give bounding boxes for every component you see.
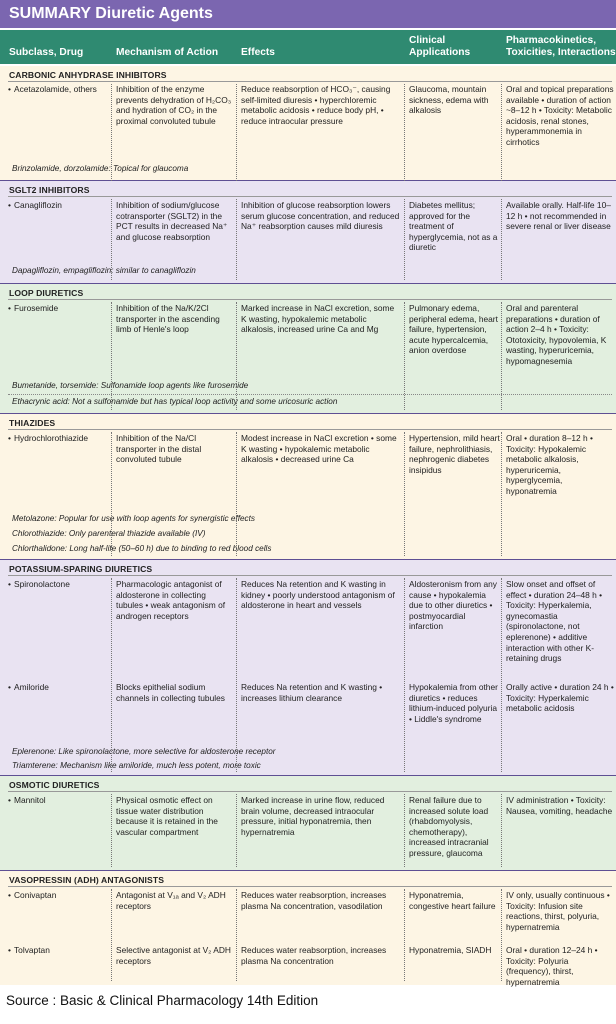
column-divider <box>404 302 405 410</box>
clinical-cell: Pulmonary edema, peripheral edema, heart failure, hypertension, acute hypercalcemia, anion overdose <box>409 303 498 356</box>
column-divider <box>236 86 237 181</box>
column-divider <box>111 578 112 772</box>
column-divider <box>236 889 237 981</box>
clinical-cell: Hyponatremia, SIADH <box>409 945 492 955</box>
mechanism-cell: Physical osmotic effect on tissue water distribution because it is retained in the vascular compartment <box>116 795 218 837</box>
column-divider <box>404 199 405 280</box>
column-divider <box>501 199 502 280</box>
effects-cell: Inhibition of glucose reabsorption lowers serum glucose concentration, and reduced Na⁺ reabsorption causes mild diuresis <box>241 200 400 232</box>
source-citation: Source : Basic & Clinical Pharmacology 14th Edition <box>6 993 319 1008</box>
section-loop-diuretics <box>0 284 616 414</box>
section-osmotic <box>0 776 616 871</box>
drug-name: • Hydrochlorothiazide <box>8 433 89 443</box>
effects-cell: Reduce reabsorption of HCO₃⁻, causing self-limited diuresis • hyperchloremic metabolic acidosis • reduce body pH, • reduce intraocular pressure <box>241 84 391 126</box>
column-divider <box>404 794 405 867</box>
column-divider <box>501 86 502 181</box>
mechanism-cell: Inhibition of the enzyme prevents dehydration of H₂CO₃ and hydration of CO₂ in the proximal convoluted tubule <box>116 84 232 126</box>
column-divider <box>501 302 502 410</box>
column-divider <box>404 889 405 981</box>
mechanism-cell: Inhibition of the Na/K/2Cl transporter in the ascending limb of Henle's loop <box>116 303 220 335</box>
col-header-clinical: Clinical Applications <box>409 35 471 58</box>
column-divider <box>404 432 405 556</box>
pk-cell: Oral • duration 8–12 h • Toxicity: Hypokalemic metabolic alkalosis, hyperuricemia, hyperglycemia, hyponatremia <box>506 433 593 496</box>
clinical-cell: Hyponatremia, congestive heart failure <box>409 890 496 911</box>
section-title: VASOPRESSIN (ADH) ANTAGONISTS <box>9 875 165 885</box>
pk-cell: Available orally. Half-life 10–12 h • not recommended in severe renal or liver disease <box>506 200 611 232</box>
section-adh-antagonists <box>0 871 616 985</box>
note: Bumetanide, torsemide: Sulfonamide loop agents like furosemide <box>12 381 249 390</box>
pk-cell: Orally active • duration 24 h • Toxicity: Hyperkalemic metabolic acidosis <box>506 682 614 714</box>
pk-cell: Slow onset and offset of effect • duration 24–48 h • Toxicity: Hyperkalemia, gynecomastia (spironolactone, not eplerenone) • additive interaction with other K-retaining drugs <box>506 579 603 664</box>
col-header-drug: Subclass, Drug <box>9 47 84 58</box>
column-divider <box>501 578 502 772</box>
clinical-cell: Hypokalemia from other diuretics • reduces lithium-induced polyuria • Liddle's syndrome <box>409 682 498 724</box>
clinical-cell: Aldosteronism from any cause • hypokalemia due to other diuretics • postmyocardial infarction <box>409 579 497 632</box>
column-divider <box>111 302 112 410</box>
pk-cell: IV administration • Toxicity: Nausea, vomiting, headache <box>506 795 613 816</box>
effects-cell: Reduces Na retention and K wasting in kidney • poorly understood antagonism of aldosterone in heart and vessels <box>241 579 395 611</box>
note: Eplerenone: Like spironolactone, more selective for aldosterone receptor <box>12 747 276 756</box>
drug-name: • Acetazolamide, others <box>8 84 97 94</box>
column-divider <box>501 889 502 981</box>
column-divider <box>111 794 112 867</box>
section-title: OSMOTIC DIURETICS <box>9 780 100 790</box>
section-thiazides <box>0 414 616 560</box>
table-title: SUMMARY Diuretic Agents <box>0 0 616 28</box>
column-divider <box>404 86 405 181</box>
note: Triamterene: Mechanism like amiloride, much less potent, more toxic <box>12 761 261 770</box>
section-title: SGLT2 INHIBITORS <box>9 185 90 195</box>
clinical-cell: Diabetes mellitus; approved for the treatment of hyperglycemia, not as a diuretic <box>409 200 498 253</box>
column-divider <box>236 199 237 280</box>
section-potassium-sparing <box>0 560 616 776</box>
section-carbonic-anhydrase <box>0 66 616 181</box>
section-title: THIAZIDES <box>9 418 56 428</box>
note: Dapagliflozin, empagliflozin: similar to canagliflozin <box>12 266 196 275</box>
column-divider <box>236 302 237 410</box>
col-header-effects: Effects <box>241 47 275 58</box>
section-title: POTASSIUM-SPARING DIURETICS <box>9 564 153 574</box>
pk-cell: Oral and topical preparations available • duration of action ~8–12 h • Toxicity: Metabolic acidosis, renal stones, hyperammonemia in cirrhotics <box>506 84 614 147</box>
effects-cell: Reduces Na retention and K wasting • increases lithium clearance <box>241 682 383 703</box>
effects-cell: Modest increase in NaCl excretion • some K wasting • hypokalemic metabolic alkalosis • decreased urine Ca <box>241 433 397 465</box>
column-divider <box>111 889 112 981</box>
mechanism-cell: Blocks epithelial sodium channels in collecting tubules <box>116 682 225 703</box>
note: Chlorothiazide: Only parenteral thiazide available (IV) <box>12 529 206 538</box>
column-divider <box>111 199 112 280</box>
mechanism-cell: Inhibition of the Na/Cl transporter in the distal convoluted tubule <box>116 433 202 465</box>
col-header-pk: Pharmacokinetics, Toxicities, Interactions <box>506 35 616 58</box>
mechanism-cell: Antagonist at V₁ₐ and V₂ ADH receptors <box>116 890 226 911</box>
column-divider <box>501 794 502 867</box>
drug-name: • Mannitol <box>8 795 46 805</box>
drug-name: • Furosemide <box>8 303 59 313</box>
mechanism-cell: Inhibition of sodium/glucose cotransporter (SGLT2) in the PCT results in decreased Na⁺ and glucose reabsorption <box>116 200 228 242</box>
drug-name: • Spironolactone <box>8 579 70 589</box>
column-divider <box>501 432 502 556</box>
pk-cell: Oral and parenteral preparations • duration of action 2–4 h • Toxicity: Ototoxicity, hypovolemia, K wasting, hyperuricemia, hypomagnesemia <box>506 303 607 366</box>
column-divider <box>111 86 112 181</box>
section-title: CARBONIC ANHYDRASE INHIBITORS <box>9 70 167 80</box>
note: Chlorthalidone: Long half-life (50–60 h) due to binding to red blood cells <box>12 544 272 553</box>
column-divider <box>404 578 405 772</box>
note: Metolazone: Popular for use with loop agents for synergistic effects <box>12 514 256 523</box>
section-sglt2 <box>0 181 616 284</box>
drug-name: • Amiloride <box>8 682 49 692</box>
clinical-cell: Hypertension, mild heart failure, nephrolithiasis, nephrogenic diabetes insipidus <box>409 433 500 475</box>
pk-cell: Oral • duration 12–24 h • Toxicity: Polyuria (frequency), thirst, hypernatremia <box>506 945 598 987</box>
section-title: LOOP DIURETICS <box>9 288 84 298</box>
note: Ethacrynic acid: Not a sulfonamide but has typical loop activity and some uricosuric action <box>12 397 338 406</box>
drug-name: • Tolvaptan <box>8 945 50 955</box>
effects-cell: Reduces water reabsorption, increases plasma Na concentration, vasodilation <box>241 890 387 911</box>
column-divider <box>236 432 237 556</box>
col-header-mechanism: Mechanism of Action <box>116 47 219 58</box>
table-header <box>0 30 616 64</box>
mechanism-cell: Selective antagonist at V₂ ADH receptors <box>116 945 231 966</box>
note: Brinzolamide, dorzolamide: Topical for glaucoma <box>12 164 189 173</box>
drug-name: • Conivaptan <box>8 890 57 900</box>
column-divider <box>111 432 112 556</box>
clinical-cell: Renal failure due to increased solute load (rhabdomyolysis, chemotherapy), increased intracranial pressure, glaucoma <box>409 795 489 858</box>
clinical-cell: Glaucoma, mountain sickness, edema with alkalosis <box>409 84 489 116</box>
effects-cell: Marked increase in NaCl excretion, some K wasting, hypokalemic metabolic alkalosis, increased urine Ca and Mg <box>241 303 395 335</box>
effects-cell: Marked increase in urine flow, reduced brain volume, decreased intraocular pressure, initial hyponatremia, then hypernatremia <box>241 795 385 837</box>
column-divider <box>236 794 237 867</box>
pk-cell: IV only, usually continuous • Toxicity: Infusion site reactions, thirst, polyuria, hypernatremia <box>506 890 610 932</box>
mechanism-cell: Pharmacologic antagonist of aldosterone in collecting tubules • weak antagonism of androgen receptors <box>116 579 226 621</box>
column-divider <box>236 578 237 772</box>
effects-cell: Reduces water reabsorption, increases plasma Na concentration <box>241 945 387 966</box>
drug-name: • Canagliflozin <box>8 200 62 210</box>
